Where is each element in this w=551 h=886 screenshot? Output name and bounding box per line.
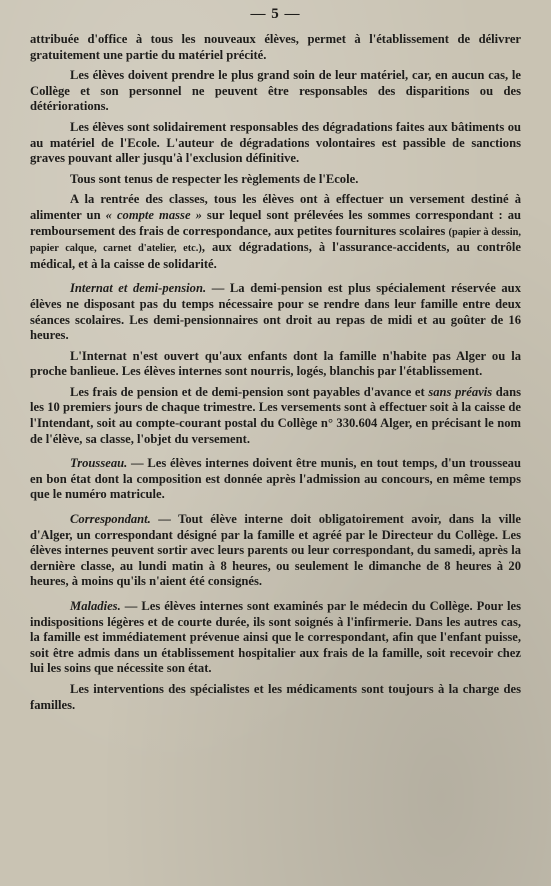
section-heading-correspondant: Correspondant. xyxy=(70,512,151,527)
fournitures-list: (papier à dessin, papier calque, carnet d'atelier, etc.) xyxy=(30,226,521,255)
section-heading-internat: Internat et demi-pension. xyxy=(70,281,207,296)
paragraph-text: — Tout élève interne doit obligatoirement avoir, dans la ville d'Alger, un correspondant désigné par la famille et agréé par le Directeur du Collège. Les élèves internes peuvent sortir avec leurs parents ou leur correspondant, du samedi, après la dernière classe, au lundi matin à 8 heures, ou seulement le dimanche de 8 heures à 20 heures, à moins qu'ils n'aient été consignés. xyxy=(30,512,521,589)
compte-masse-term: « compte masse » xyxy=(105,207,202,222)
paragraph-text: Les interventions des spécialistes et les médicaments sont toujours à la charge des familles. xyxy=(30,681,521,712)
paragraph-reglements xyxy=(30,172,521,188)
paragraph-text: — Les élèves internes doivent être munis, en tout temps, d'un trousseau en bon état dont la composition est donnée après l'admission au concours, en même temps que le numéro matricule. xyxy=(30,456,521,502)
section-heading-trousseau: Trousseau. xyxy=(70,456,128,471)
paragraph-text: sur lequel sont prélevées les sommes correspondant : au remboursement des frais de correspondance, aux petites fournitures scolaires xyxy=(30,207,521,238)
paragraph-soin-materiel xyxy=(30,68,521,115)
paragraph-text: , aux dégradations, à l'assurance-accidents, au contrôle médical, et à la caisse de solidarité. xyxy=(30,240,521,271)
paragraph-text: Les frais de pension et de demi-pension sont payables d'avance et xyxy=(70,384,429,399)
paragraph-maladies xyxy=(30,599,521,677)
paragraph-correspondant xyxy=(30,512,521,590)
paragraph-compte-masse xyxy=(30,192,521,272)
page-number: — 5 — xyxy=(250,6,301,22)
paragraph-frais-pension xyxy=(30,385,521,447)
paragraph-text: attribuée d'office à tous les nouveaux élèves, permet à l'établissement de délivrer gratuitement une partie du matériel précité. xyxy=(30,32,521,62)
paragraph-text: A la rentrée des classes, tous les élèves ont à effectuer un versement destiné à alimenter un xyxy=(30,192,521,222)
paragraph-materiel-gratuit xyxy=(30,32,521,63)
paragraph-degradations xyxy=(30,120,521,167)
paragraph-trousseau xyxy=(30,456,521,503)
paragraph-text: Les élèves doivent prendre le plus grand soin de leur matériel, car, en aucun cas, le Collège et son personnel ne peuvent être responsables des disparitions ou des détériorations. xyxy=(30,68,521,114)
paragraph-text: — Les élèves internes sont examinés par le médecin du Collège. Pour les indispositions légères et de courte durée, ils sont soignés à l'infirmerie. Dans les autres cas, la famille est immédiatement prévenue ainsi que le correspondant, afin que l'enfant puisse, soit être admis dans un établissement hospitalier aux frais de la famille, soit recevoir chez lui les soins que nécessite son état. xyxy=(30,599,521,676)
section-heading-maladies: Maladies. xyxy=(70,599,121,613)
sans-preavis-emphasis: sans préavis xyxy=(428,384,493,399)
paragraph-internat xyxy=(30,281,521,343)
paragraph-text: — La demi-pension est plus spécialement réservée aux élèves ne disposant pas du temps nécessaire pour se rendre dans leur famille entre deux séances scolaires. Les demi-pensionnaires ont droit au repas de midi et au goûter de 16 heures. xyxy=(30,281,521,343)
paragraph-text: L'Internat n'est ouvert qu'aux enfants dont la famille n'habite pas Alger ou la proche banlieue. Les élèves internes sont nourris, logés, blanchis par l'établissement. xyxy=(30,348,521,379)
paragraph-text: dans les 10 premiers jours de chaque trimestre. Les versements sont à effectuer soit à la caisse de l'Intendant, soit au compte-courant postal du Collège n° 330.604 Alger, en précisant le nom de l'élève, sa classe, l'objet du versement. xyxy=(30,384,521,446)
paragraph-interventions xyxy=(30,682,521,713)
paragraph-internat-ouverture xyxy=(30,349,521,380)
paragraph-text: Les élèves sont solidairement responsables des dégradations faites aux bâtiments ou au matériel de l'Ecole. L'auteur de dégradations volontaires est passible de sanctions graves pouvant aller jusqu'à l'exclusion définitive. xyxy=(30,119,521,166)
paragraph-text: Tous sont tenus de respecter les règlements de l'Ecole. xyxy=(70,171,359,186)
